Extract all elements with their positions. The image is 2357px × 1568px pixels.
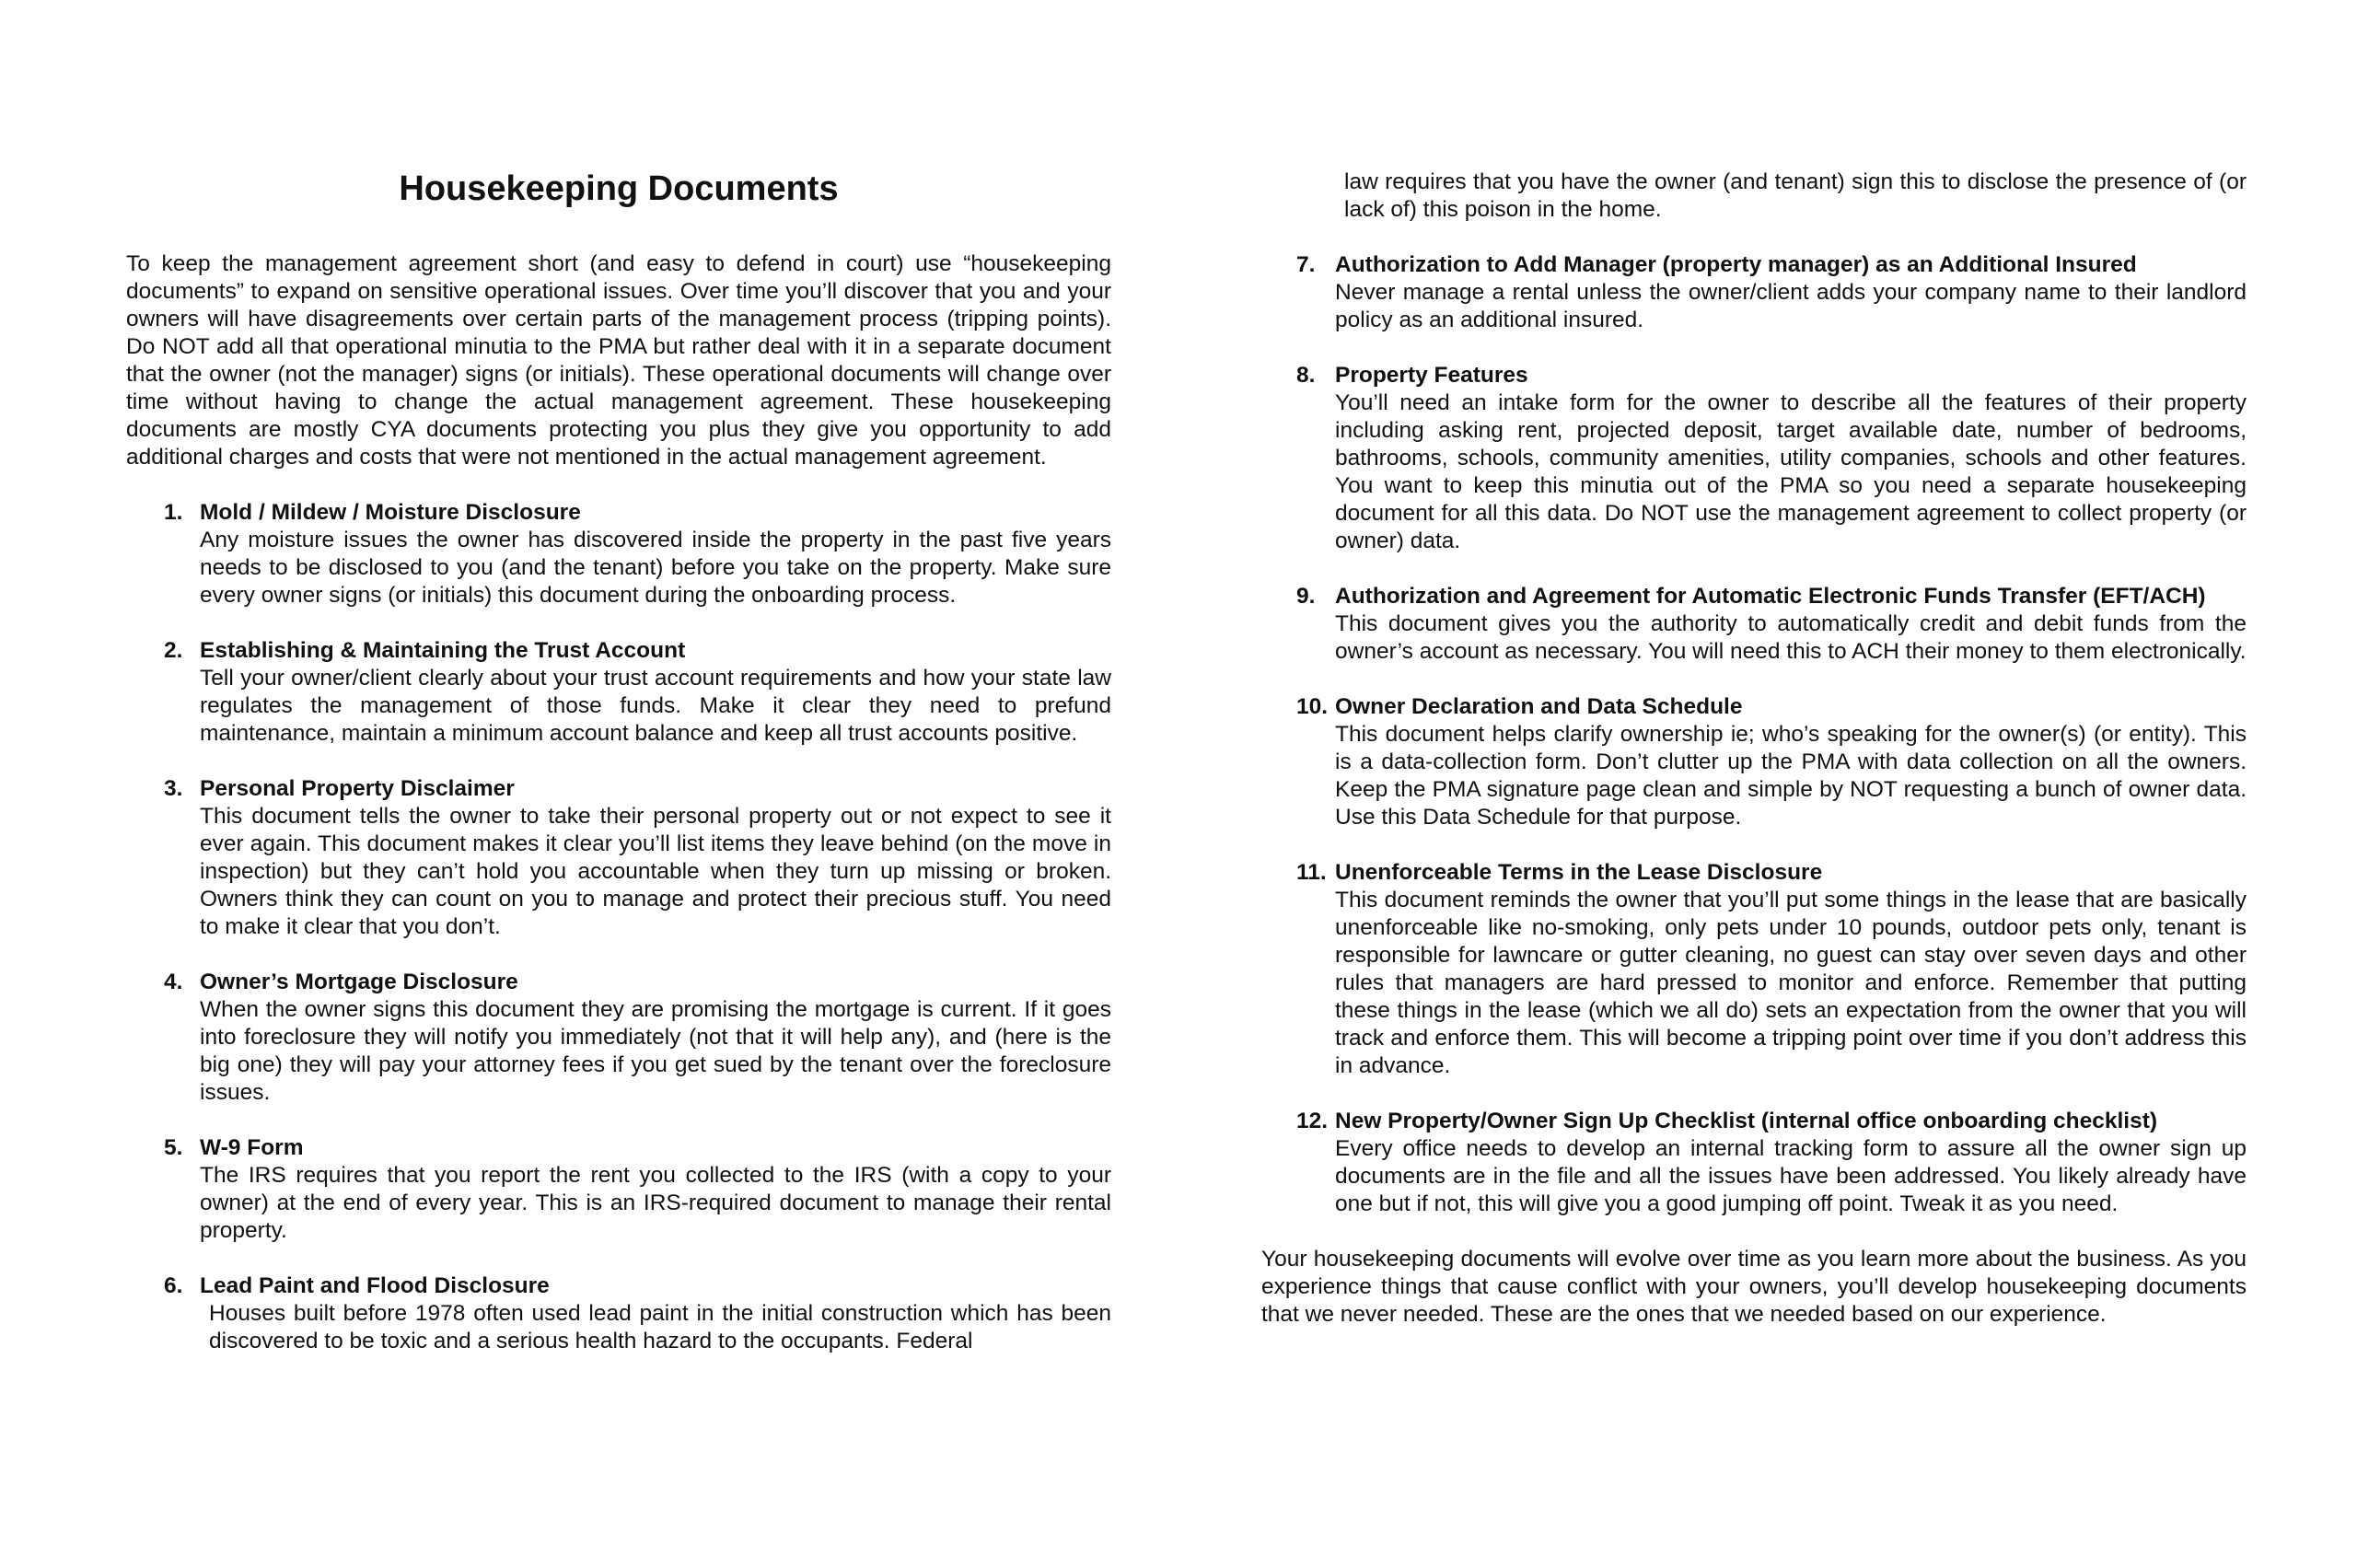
item-title: Lead Paint and Flood Disclosure [200,1273,550,1298]
item-number: 8. [1296,363,1316,388]
list-item [126,969,1111,1107]
item-body: This document gives you the authority to automatically credit and debit funds from the owner’s account as necessary. You will need this to ACH their money to them electronically. [1335,611,2247,664]
list-item [1261,1108,2247,1218]
item-title: W-9 Form [200,1135,304,1160]
item-body: Any moisture issues the owner has discovered inside the property in the past five years needs to be disclosed to you (and the tenant) before you take on the property. Make sure every owner signs (or initials) this document during the onboarding process. [200,528,1111,608]
list-item [126,499,1111,610]
list-item [1261,583,2247,666]
item-number: 11. [1296,860,1327,885]
item-body: Houses built before 1978 often used lead paint in the initial construction which has been discovered to be toxic and a serious health hazard to the occupants. Federal [209,1301,1111,1353]
housekeeping-list-left [126,499,1111,1355]
housekeeping-list-right [1261,251,2247,1218]
intro-paragraph: To keep the management agreement short (and easy to defend in court) use “housekeeping documents” to expand on sensitive operational issues. Over time you’ll discover that you and your owners will have disagreements over certain parts of the management process (tripping points). Do NOT add all that operational minutia to the PMA but rather deal with it in a separate document that the owner (not the manager) signs (or initials). These operational documents will change over time without having to change the actual management agreement. These housekeeping documents are mostly CYA documents protecting you plus they give you opportunity to add additional charges and costs that were not mentioned in the actual management agreement. [126,251,1111,470]
list-item [1261,693,2247,831]
left-column [126,168,1111,1355]
closing-paragraph: Your housekeeping documents will evolve over time as you learn more about the business. As you experience things that cause conflict with your owners, you’ll develop housekeeping documents that we never needed. These are the ones that we needed based on our experience. [1261,1247,2247,1327]
list-item [1261,362,2247,555]
item-number: 5. [164,1135,183,1160]
item-body: When the owner signs this document they are promising the mortgage is current. If it goes into foreclosure they will notify you immediately (not that it will help any), and (here is the big one) they will pay your attorney fees if you get sued by the tenant over the foreclosure issues. [200,997,1111,1105]
right-column [1261,168,2247,1329]
item-title: Authorization and Agreement for Automatic Electronic Funds Transfer (EFT/ACH) [1335,584,2206,609]
item-title: Establishing & Maintaining the Trust Account [200,638,686,663]
item-title: Unenforceable Terms in the Lease Disclosure [1335,860,1823,885]
list-item [126,775,1111,941]
item-number: 7. [1296,252,1316,277]
item-continuation: law requires that you have the owner (and tenant) sign this to disclose the presence of (or lack of) this poison in the home. [1344,169,2247,222]
item-number: 9. [1296,584,1316,609]
item-title: New Property/Owner Sign Up Checklist (internal office onboarding checklist) [1335,1109,2158,1133]
list-item [126,1134,1111,1245]
item-title: Property Features [1335,363,1528,388]
item-body: This document helps clarify ownership ie; who’s speaking for the owner(s) (or entity). This is a data-collection form. Don’t clutter up the PMA with data collection on all the owners. Keep the PMA signature page clean and simple by NOT requesting a bunch of owner data. Use this Data Schedule for that purpose. [1335,722,2247,830]
item-title: Personal Property Disclaimer [200,776,515,801]
item-number: 10. [1296,694,1329,719]
item-title: Owner Declaration and Data Schedule [1335,694,1743,719]
item-body: Tell your owner/client clearly about your trust account requirements and how your state law regulates the management of those funds. Make it clear they need to prefund maintenance, maintain a minimum account balance and keep all trust accounts positive. [200,666,1111,746]
item-title: Mold / Mildew / Moisture Disclosure [200,500,581,525]
item-body: You’ll need an intake form for the owner to describe all the features of their property including asking rent, projected deposit, target available date, number of bedrooms, bathrooms, schools, community amenities, utility companies, schools and other features. You want to keep this minutia out of the PMA so you need a separate housekeeping document for all this data. Do NOT use the management agreement to collect property (or owner) data. [1335,390,2247,553]
item-title: Authorization to Add Manager (property manager) as an Additional Insured [1335,252,2137,277]
list-item [126,1272,1111,1355]
item-number: 2. [164,638,183,663]
item-number: 4. [164,970,183,994]
item-number: 12. [1296,1109,1329,1133]
list-item [1261,859,2247,1080]
item-number: 6. [164,1273,183,1298]
item-body: The IRS requires that you report the rent you collected to the IRS (with a copy to your owner) at the end of every year. This is an IRS-required document to manage their rental property. [200,1163,1111,1243]
item-body: This document reminds the owner that you’ll put some things in the lease that are basically unenforceable like no-smoking, only pets under 10 pounds, outdoor pets only, tenant is responsible for lawncare or gutter cleaning, no guest can stay over seven days and other rules that managers are hard pressed to monitor and enforce. Remember that putting these things in the lease (which we all do) sets an expectation from the owner that you will track and enforce them. This will become a tripping point over time if you don’t address this in advance. [1335,888,2247,1078]
page-title: Housekeeping Documents [399,169,839,208]
list-item [126,637,1111,748]
item-body: This document tells the owner to take their personal property out or not expect to see it ever again. This document makes it clear you’ll list items they leave behind (on the move in inspection) but they can’t hold you accountable when they turn up missing or broken. Owners think they can count on you to manage and protect their precious stuff. You need to make it clear that you don’t. [200,804,1111,939]
item-title: Owner’s Mortgage Disclosure [200,970,518,994]
list-item [1261,251,2247,334]
item-body: Never manage a rental unless the owner/client adds your company name to their landlord policy as an additional insured. [1335,280,2247,332]
item-body: Every office needs to develop an internal tracking form to assure all the owner sign up documents are in the file and all the issues have been addressed. You likely already have one but if not, this will give you a good jumping off point. Tweak it as you need. [1335,1136,2247,1216]
item-number: 1. [164,500,183,525]
item-number: 3. [164,776,183,801]
